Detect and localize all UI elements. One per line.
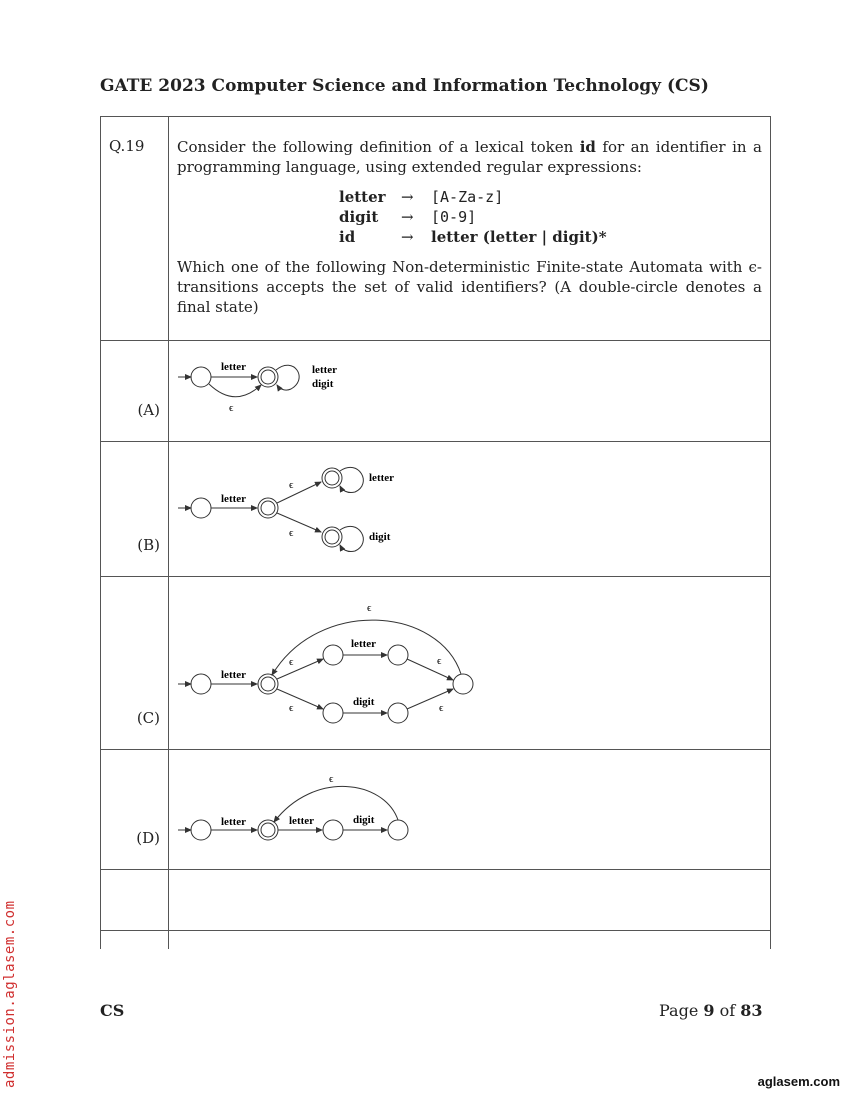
nfa-state — [388, 703, 408, 723]
nfa-self-loop — [340, 467, 363, 492]
brand-logo-text: aglasem.com — [757, 1074, 840, 1089]
option-a-label[interactable]: (A) — [137, 401, 160, 419]
nfa-state — [191, 367, 211, 387]
footer-page-number: Page 9 of 83 — [659, 1001, 763, 1020]
question-number-cell — [101, 117, 169, 341]
nfa-state — [191, 674, 211, 694]
option-c-row[interactable] — [101, 577, 771, 750]
question-table — [100, 116, 771, 949]
option-d-diagram-cell — [169, 750, 771, 870]
question-number: Q.19 — [109, 137, 145, 155]
edge-label-letter: letter — [289, 815, 315, 827]
nfa-edge — [209, 384, 261, 397]
loop-label-digit: digit — [312, 378, 334, 390]
loop-label-letter: letter — [369, 472, 395, 484]
option-a-row[interactable] — [101, 341, 771, 442]
edge-label-epsilon: ϵ — [229, 402, 234, 414]
nfa-state — [453, 674, 473, 694]
loop-label-letter: letter — [312, 364, 338, 376]
nfa-state — [388, 820, 408, 840]
option-a-diagram-cell — [169, 341, 771, 442]
edge-label-letter: letter — [221, 669, 247, 681]
nfa-state — [323, 645, 343, 665]
nfa-state — [191, 498, 211, 518]
option-c-diagram-cell — [169, 577, 771, 750]
edge-label-letter: letter — [221, 816, 247, 828]
question-row — [101, 117, 771, 341]
nfa-self-loop — [276, 365, 299, 390]
empty-row — [101, 870, 771, 931]
edge-label-epsilon: ϵ — [289, 479, 294, 491]
nfa-diagram-c — [169, 577, 769, 749]
nfa-diagram-d — [169, 750, 769, 869]
watermark-text: admission.aglasem.com — [2, 900, 18, 1088]
nfa-state — [191, 820, 211, 840]
option-d-label[interactable]: (D) — [136, 829, 160, 847]
footer-subject-code: CS — [100, 1001, 125, 1020]
edge-label-epsilon: ϵ — [439, 702, 444, 714]
question-intro: Consider the following definition of a lexical token id for an identifier in a programming language, using extended regular expressions: — [177, 138, 762, 176]
nfa-diagram-b — [169, 442, 769, 576]
edge-label-letter: letter — [221, 493, 247, 505]
edge-label-letter: letter — [351, 638, 377, 650]
nfa-self-loop — [340, 526, 363, 551]
option-d-row[interactable] — [101, 750, 771, 870]
edge-label-epsilon: ϵ — [289, 527, 294, 539]
nfa-state — [323, 820, 343, 840]
nfa-state — [388, 645, 408, 665]
edge-label-epsilon: ϵ — [289, 656, 294, 668]
question-text-cell — [169, 117, 771, 341]
edge-label-digit: digit — [353, 814, 375, 826]
loop-label-digit: digit — [369, 531, 391, 543]
edge-label-epsilon: ϵ — [367, 602, 372, 614]
edge-label-epsilon: ϵ — [289, 702, 294, 714]
option-b-diagram-cell — [169, 442, 771, 577]
edge-label-epsilon: ϵ — [437, 655, 442, 667]
empty-row — [101, 931, 771, 950]
page-header-title: GATE 2023 Computer Science and Information Technology (CS) — [100, 76, 709, 96]
definition-row: id → letter (letter | digit)* — [339, 228, 607, 246]
edge-label-epsilon: ϵ — [329, 773, 334, 785]
option-c-label[interactable]: (C) — [136, 709, 160, 727]
edge-label-letter: letter — [221, 361, 247, 373]
definition-row: digit → [0-9] — [339, 208, 477, 226]
definition-row: letter → [A-Za-z] — [339, 188, 504, 206]
option-b-label[interactable]: (B) — [137, 536, 160, 554]
nfa-state — [323, 703, 343, 723]
nfa-diagram-a — [169, 341, 769, 441]
token-definitions — [339, 187, 619, 247]
question-prompt: Which one of the following Non-deterministic Finite-state Automata with ϵ-transitions accepts the set of valid identifiers? (A double-circle denotes a final state) — [177, 258, 762, 316]
edge-label-digit: digit — [353, 696, 375, 708]
option-b-row[interactable] — [101, 442, 771, 577]
